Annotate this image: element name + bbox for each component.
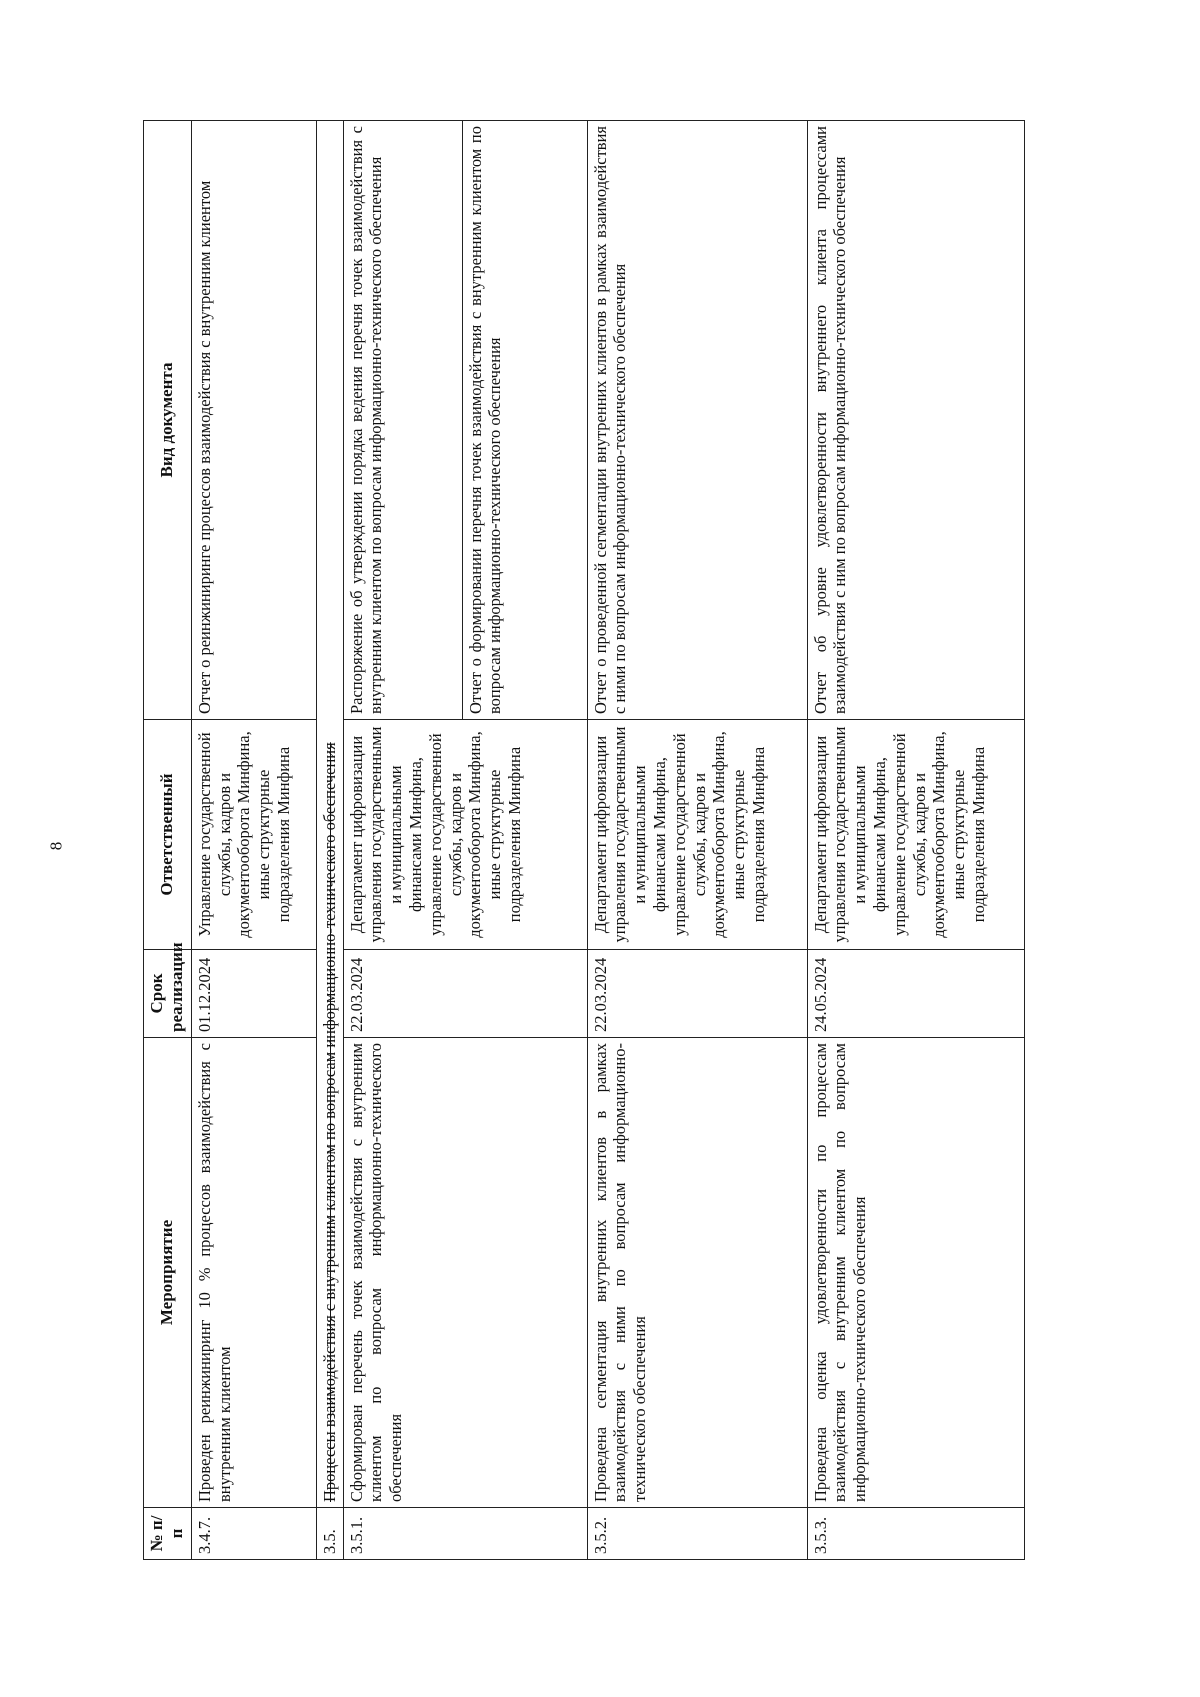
row-number: 3.5.1. (343, 1508, 587, 1560)
row-action: Проведена сегментация внутренних клиентов в рамках взаимодействия с ними по вопросам информационно-технического обеспечения (587, 1038, 807, 1508)
row-doc-type: Распоряжение об утверждении порядка ведения перечня точек взаимодействия с внутренним клиентом по вопросам информационно-технического обеспечения (343, 121, 462, 720)
table-header-row (144, 121, 192, 1560)
table-row (343, 121, 462, 1560)
header-num: № п/п (144, 1508, 192, 1560)
section-number: 3.5. (316, 1508, 343, 1560)
section-row (316, 121, 343, 1560)
rotated-page-content (143, 120, 1050, 1560)
action-plan-table (143, 120, 1025, 1560)
header-responsible: Ответственный (144, 720, 192, 950)
row-deadline: 22.03.2024 (587, 950, 807, 1038)
row-number: 3.5.2. (587, 1508, 807, 1560)
row-number: 3.4.7. (191, 1508, 316, 1560)
row-doc-type: Отчет о реинжиниринге процессов взаимодействия с внутренним клиентом (191, 121, 316, 720)
page-number: 8 (46, 841, 66, 851)
row-responsible: Управление государственной службы, кадров и документооборота Минфина, иные структурные подразделения Минфина (191, 720, 316, 950)
row-doc-type: Отчет об уровне удовлетворенности внутреннего клиента процессами взаимодействия с ним по вопросам информационно-технического обеспечения (807, 121, 1024, 720)
row-doc-type: Отчет о проведенной сегментации внутренних клиентов в рамках взаимодействия с ними по вопросам информационно-технического обеспечения (587, 121, 807, 720)
header-deadline: Срок реализации (144, 950, 192, 1038)
row-action: Сформирован перечень точек взаимодействия с внутренним клиентом по вопросам информационно-технического обеспечения (343, 1038, 587, 1508)
row-doc-type-2: Отчет о формировании перечня точек взаимодействия с внутренним клиентом по вопросам информационно-технического обеспечения (462, 121, 587, 720)
row-responsible: Департамент цифровизации управления государственными и муниципальными финансами Минфина, управление государственной службы, кадров и документооборота Минфина, иные структурные подразделения Минфина (343, 720, 587, 950)
row-deadline: 24.05.2024 (807, 950, 1024, 1038)
row-deadline: 22.03.2024 (343, 950, 587, 1038)
table-row (807, 121, 1024, 1560)
header-action: Мероприятие (144, 1038, 192, 1508)
row-responsible: Департамент цифровизации управления государственными и муниципальными финансами Минфина, управление государственной службы, кадров и документооборота Минфина, иные структурные подразделения Минфина (587, 720, 807, 950)
row-action: Проведена оценка удовлетворенности по процессам взаимодействия с внутренним клиентом по вопросам информационно-технического обеспечения (807, 1038, 1024, 1508)
row-action: Проведен реинжиниринг 10 % процессов взаимодействия с внутренним клиентом (191, 1038, 316, 1508)
table-row (587, 121, 807, 1560)
table-row (191, 121, 316, 1560)
header-doc-type: Вид документа (144, 121, 192, 720)
section-title: Процессы взаимодействия с внутренним клиентом по вопросам информационно-технического обеспечения (316, 121, 343, 1508)
row-deadline: 01.12.2024 (191, 950, 316, 1038)
row-responsible: Департамент цифровизации управления государственными и муниципальными финансами Минфина, управление государственной службы, кадров и документооборота Минфина, иные структурные подразделения Минфина (807, 720, 1024, 950)
row-number: 3.5.3. (807, 1508, 1024, 1560)
